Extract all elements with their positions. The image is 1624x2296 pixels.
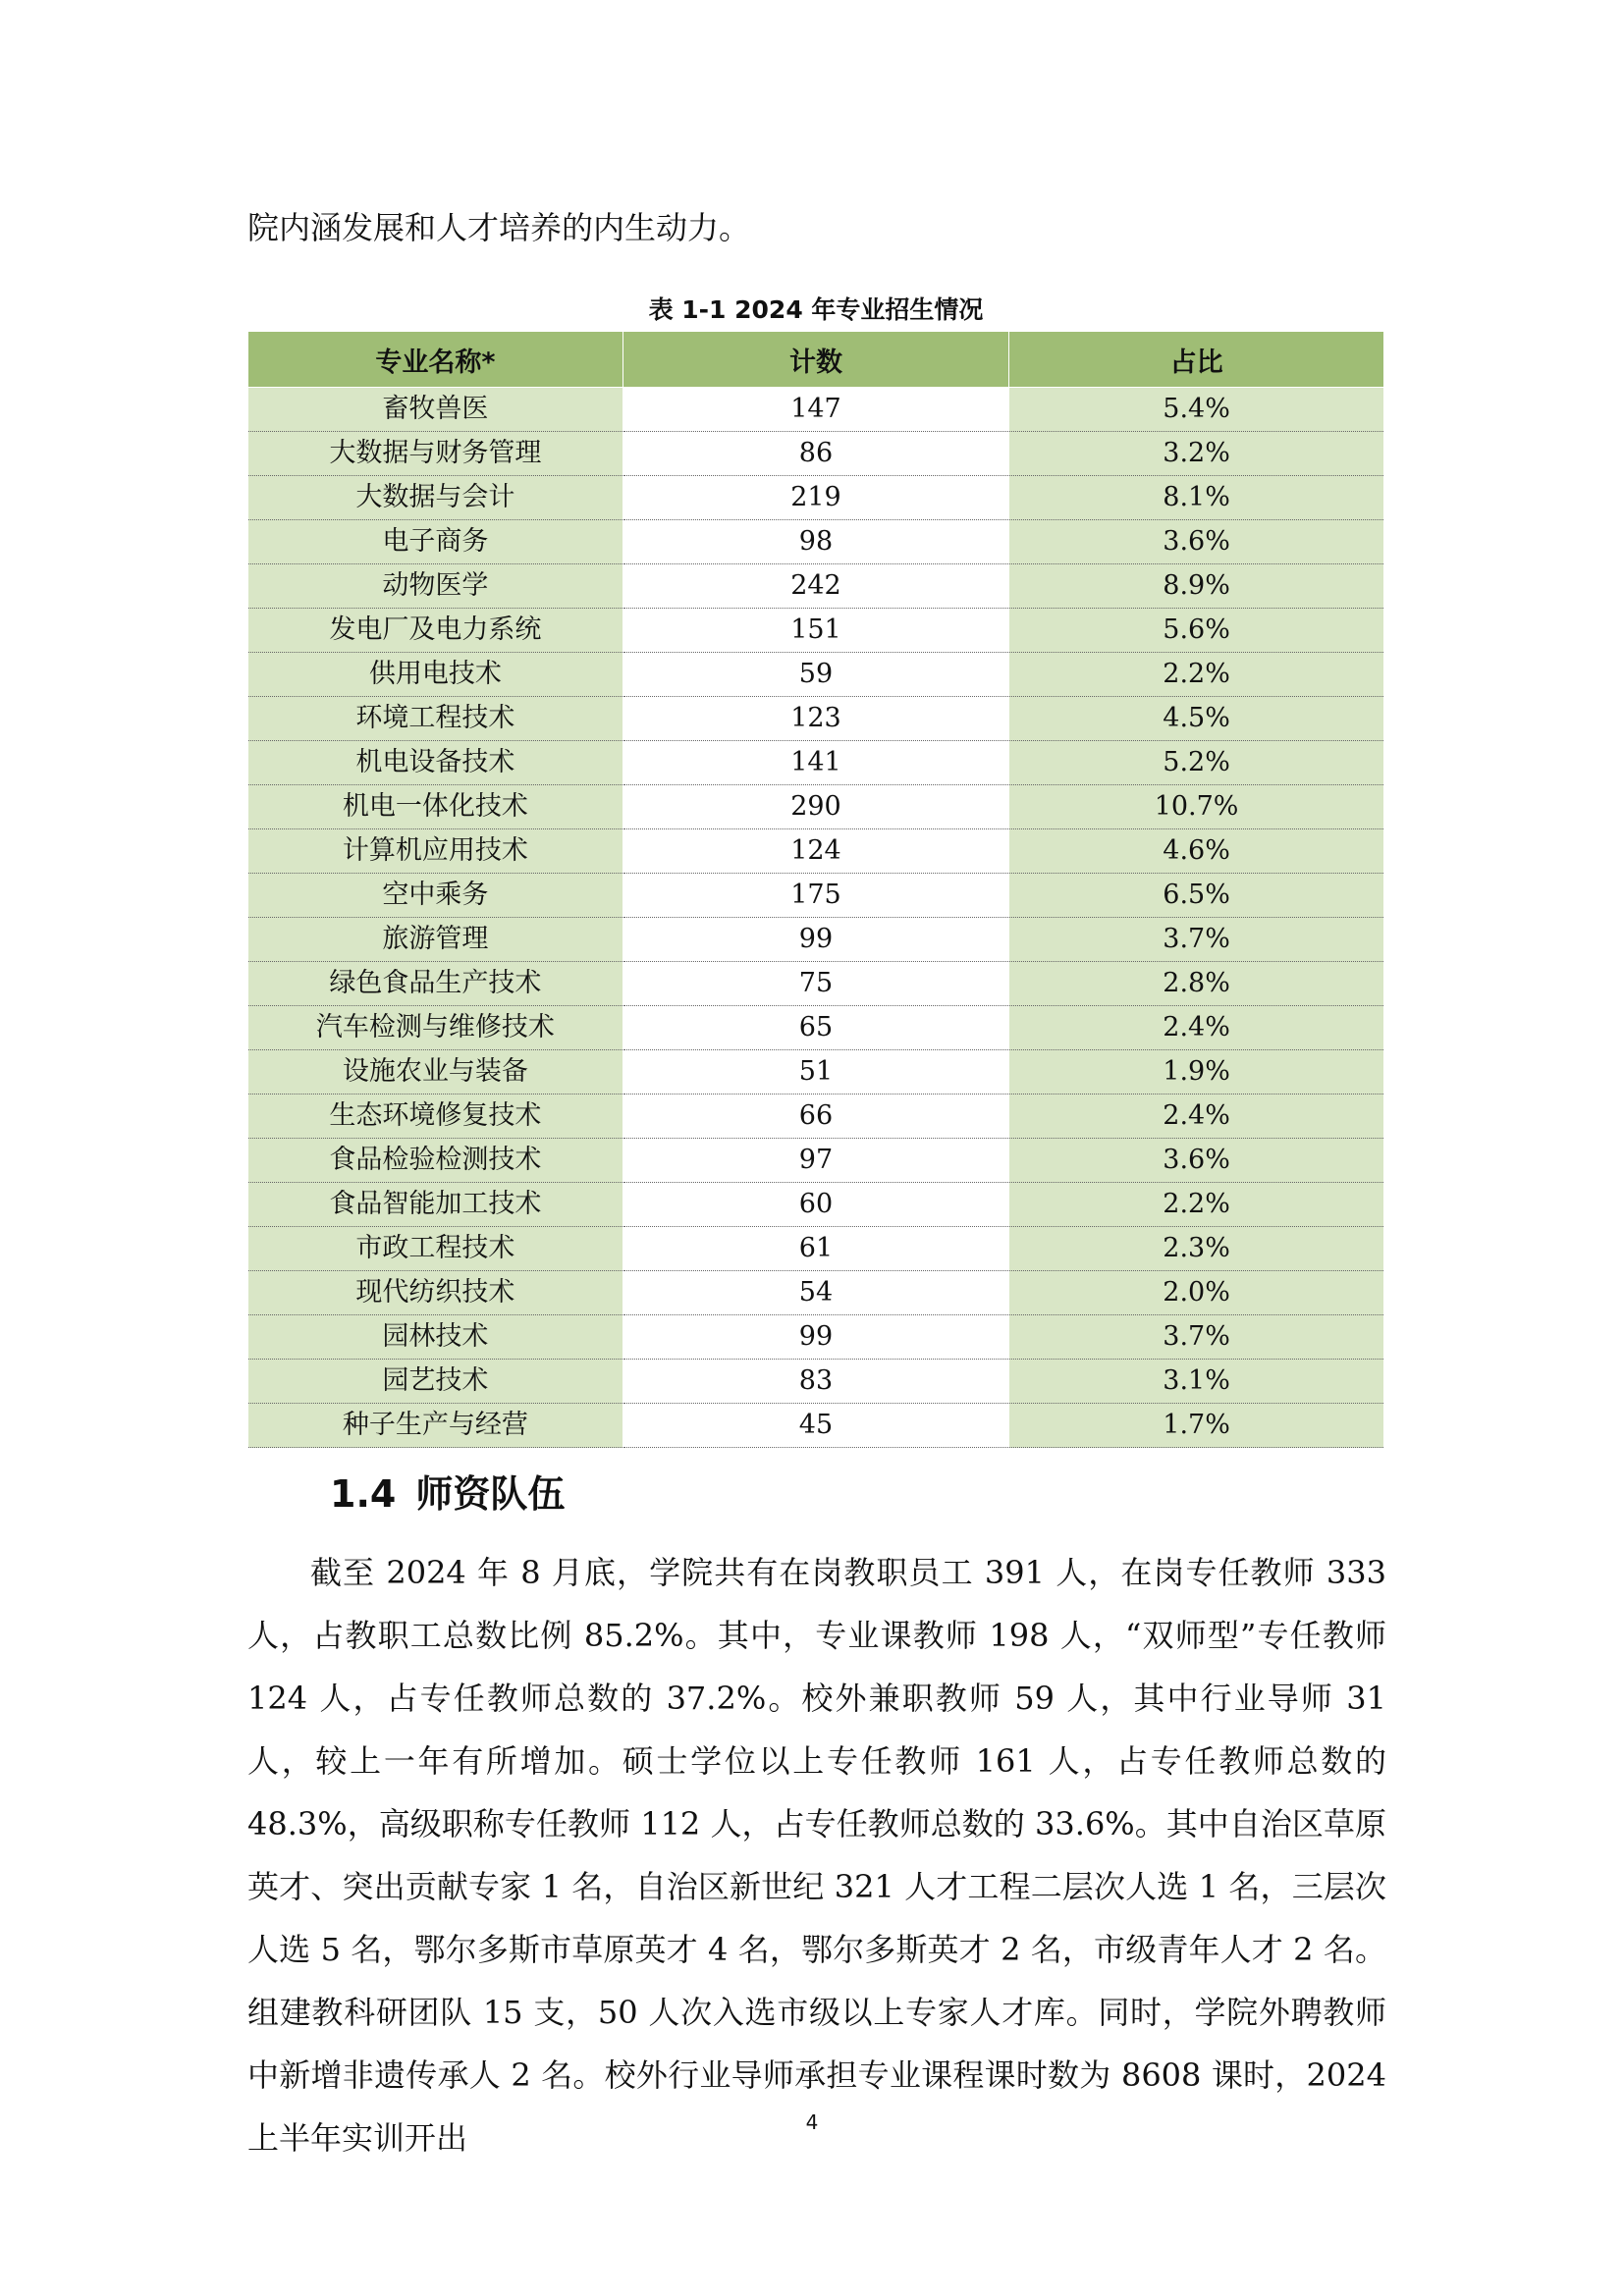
table-row [248,1227,1384,1271]
cell-ratio: 1.7% [1009,1404,1384,1448]
cell-count: 45 [623,1404,1008,1448]
cell-major-name: 大数据与会计 [248,476,623,520]
cell-count: 147 [623,388,1008,432]
cell-major-name: 现代纺织技术 [248,1271,623,1315]
cell-major-name: 汽车检测与维修技术 [248,1006,623,1050]
header-major-name: 专业名称* [248,332,623,388]
cell-count: 61 [623,1227,1008,1271]
cell-major-name: 设施农业与装备 [248,1050,623,1095]
cell-major-name: 食品智能加工技术 [248,1183,623,1227]
body-paragraph: 截至 2024 年 8 月底，学院共有在岗教职员工 391 人，在岗专任教师 333 人，占教职工总数比例 85.2%。其中，专业课教师 198 人，“双师型”专任教师 124 人，占专任教师总数的 37.2%。校外兼职教师 59 人，其中行业导师 31 人，较上一年有所增加。硕士学位以上专任教师 161 人，占专任教师总数的 48.3%，高级职称专任教师 112 人，占专任教师总数的 33.6%。其中自治区草原英才、突出贡献专家 1 名，自治区新世纪 321 人才工程二层次人选 1 名，三层次人选 5 名，鄂尔多斯市草原英才 4 名，鄂尔多斯英才 2 名，市级青年人才 2 名。组建教科研团队 15 支，50 人次入选市级以上专家人才库。同时，学院外聘教师中新增非遗传承人 2 名。校外行业导师承担专业课程课时数为 8608 课时，2024 上半年实训开出 [247,1554,1386,2157]
cell-count: 242 [623,564,1008,609]
cell-ratio: 8.9% [1009,564,1384,609]
cell-major-name: 电子商务 [248,520,623,564]
cell-count: 124 [623,829,1008,874]
cell-ratio: 2.0% [1009,1271,1384,1315]
cell-major-name: 发电厂及电力系统 [248,609,623,653]
cell-count: 99 [623,1315,1008,1360]
cell-count: 75 [623,962,1008,1006]
cell-count: 59 [623,653,1008,697]
section-heading [330,1468,565,1521]
table-row [248,1006,1384,1050]
cell-ratio: 5.4% [1009,388,1384,432]
table-header-row [248,332,1384,388]
table-row [248,388,1384,432]
cell-ratio: 10.7% [1009,785,1384,829]
cell-count: 175 [623,874,1008,918]
cell-count: 97 [623,1139,1008,1183]
table-body [248,388,1384,1448]
cell-ratio: 3.7% [1009,918,1384,962]
table-row [248,1315,1384,1360]
page-number: 4 [805,2110,819,2134]
lead-paragraph: 院内涵发展和人才培养的内生动力。 [247,209,751,246]
cell-major-name: 市政工程技术 [248,1227,623,1271]
cell-major-name: 环境工程技术 [248,697,623,741]
cell-count: 86 [623,432,1008,476]
table-row [248,785,1384,829]
table-row [248,609,1384,653]
table-row [248,829,1384,874]
table-row [248,1050,1384,1095]
table-row [248,1095,1384,1139]
table-row [248,432,1384,476]
cell-major-name: 园艺技术 [248,1360,623,1404]
cell-major-name: 生态环境修复技术 [248,1095,623,1139]
table-row [248,918,1384,962]
cell-count: 83 [623,1360,1008,1404]
cell-ratio: 2.8% [1009,962,1384,1006]
cell-major-name: 供用电技术 [248,653,623,697]
cell-ratio: 1.9% [1009,1050,1384,1095]
table-caption: 表 1-1 2024 年专业招生情况 [648,295,984,324]
cell-major-name: 绿色食品生产技术 [248,962,623,1006]
cell-major-name: 旅游管理 [248,918,623,962]
cell-ratio: 2.2% [1009,653,1384,697]
cell-count: 99 [623,918,1008,962]
cell-ratio: 3.1% [1009,1360,1384,1404]
cell-ratio: 5.2% [1009,741,1384,785]
cell-ratio: 2.4% [1009,1095,1384,1139]
table-row [248,741,1384,785]
cell-major-name: 大数据与财务管理 [248,432,623,476]
cell-major-name: 机电设备技术 [248,741,623,785]
cell-count: 65 [623,1006,1008,1050]
cell-ratio: 8.1% [1009,476,1384,520]
cell-count: 66 [623,1095,1008,1139]
cell-major-name: 机电一体化技术 [248,785,623,829]
cell-count: 98 [623,520,1008,564]
cell-major-name: 园林技术 [248,1315,623,1360]
cell-major-name: 计算机应用技术 [248,829,623,874]
header-ratio: 占比 [1009,332,1384,388]
table-row [248,874,1384,918]
table-row [248,1271,1384,1315]
cell-major-name: 食品检验检测技术 [248,1139,623,1183]
cell-count: 141 [623,741,1008,785]
cell-major-name: 动物医学 [248,564,623,609]
table-row [248,653,1384,697]
table-row [248,697,1384,741]
cell-count: 60 [623,1183,1008,1227]
table-row [248,1404,1384,1448]
cell-ratio: 4.6% [1009,829,1384,874]
cell-major-name: 空中乘务 [248,874,623,918]
cell-count: 219 [623,476,1008,520]
cell-major-name: 畜牧兽医 [248,388,623,432]
cell-count: 290 [623,785,1008,829]
header-count: 计数 [623,332,1008,388]
cell-ratio: 2.3% [1009,1227,1384,1271]
table-row [248,1139,1384,1183]
cell-ratio: 2.4% [1009,1006,1384,1050]
cell-ratio: 3.2% [1009,432,1384,476]
cell-count: 151 [623,609,1008,653]
cell-ratio: 5.6% [1009,609,1384,653]
cell-count: 54 [623,1271,1008,1315]
section-number: 1.4 [330,1472,397,1516]
cell-ratio: 4.5% [1009,697,1384,741]
section-title: 师资队伍 [415,1472,566,1516]
table-row [248,476,1384,520]
table-row [248,1183,1384,1227]
cell-ratio: 3.6% [1009,1139,1384,1183]
cell-ratio: 3.7% [1009,1315,1384,1360]
cell-major-name: 种子生产与经营 [248,1404,623,1448]
table-row [248,564,1384,609]
cell-count: 51 [623,1050,1008,1095]
cell-ratio: 6.5% [1009,874,1384,918]
table-row [248,962,1384,1006]
table-row [248,1360,1384,1404]
cell-count: 123 [623,697,1008,741]
cell-ratio: 2.2% [1009,1183,1384,1227]
cell-ratio: 3.6% [1009,520,1384,564]
table-row [248,520,1384,564]
enrollment-table [247,331,1384,1448]
